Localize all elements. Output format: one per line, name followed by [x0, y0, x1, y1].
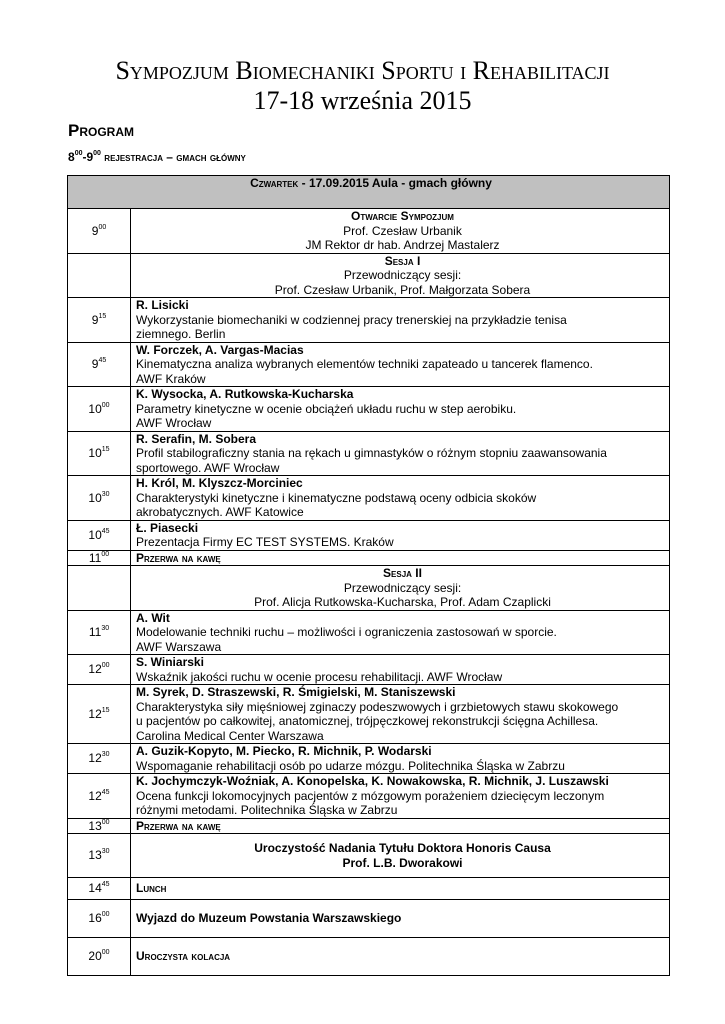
- talk-line: Prezentacja Firmy EC TEST SYSTEMS. Kraków: [136, 535, 394, 549]
- time-cell: [68, 550, 131, 566]
- session-chairs: Prof. Alicja Rutkowska-Kucharska, Prof. Adam Czaplicki: [254, 595, 551, 609]
- talk-line: Kinematyczna analiza wybranych elementów techniki zapateado u tancerek flamenco.: [136, 357, 593, 371]
- talk-line: AWF Kraków: [136, 371, 206, 386]
- talk-cell: [131, 520, 670, 550]
- time-hour: 13: [88, 848, 102, 863]
- opening-line: Prof. Czesław Urbanik: [343, 223, 462, 238]
- talk-line: u pacjentów po całkowitej, anatomicznej, trójpęczkowej rekonstrukcji ścięgna Achillesa.: [136, 714, 599, 728]
- time-cell: [68, 520, 131, 550]
- ceremony-honoree: Prof. L.B. Dworakowi: [342, 855, 463, 870]
- talk-line: Wskaźnik jakości ruchu w ocenie procesu rehabilitacji. AWF Wrocław: [136, 669, 503, 684]
- program-table: [67, 175, 670, 976]
- time-hour: 16: [88, 911, 102, 926]
- time-cell: [68, 253, 131, 298]
- day-header: [68, 176, 670, 209]
- talk-line: Charakterystyki kinetyczne i kinematyczne podstawą oceny odbicia skoków: [136, 490, 537, 505]
- opening-title: Otwarcie Sympozjum: [351, 209, 454, 223]
- ceremony-cell: [131, 834, 670, 878]
- time-minutes: 00: [101, 911, 110, 919]
- talk-row: [68, 744, 670, 774]
- time-minutes: 15: [98, 312, 107, 320]
- time-cell: [68, 610, 131, 655]
- time-cell: [68, 209, 131, 254]
- time-cell: [68, 476, 131, 521]
- talk-authors: A. Guzik-Kopyto, M. Piecko, R. Michnik, P. Wodarski: [136, 744, 432, 758]
- talk-row: [68, 387, 670, 432]
- talk-authors: R. Lisicki: [136, 298, 189, 312]
- registration-start-minutes: 00: [74, 150, 83, 157]
- time-minutes: 30: [101, 751, 110, 759]
- time-cell: [68, 774, 131, 819]
- talk-row: [68, 431, 670, 476]
- time-cell: [68, 878, 131, 900]
- time-hour: 10: [88, 446, 102, 460]
- talk-authors: K. Jochymczyk-Woźniak, A. Konopelska, K. Nowakowska, R. Michnik, J. Luszawski: [136, 774, 609, 788]
- talk-authors: H. Król, M. Klyszcz-Morciniec: [136, 476, 303, 490]
- time-hour: 9: [91, 357, 99, 371]
- program-heading: Program: [68, 121, 135, 140]
- time-minutes: 00: [101, 818, 110, 826]
- talk-row: [68, 610, 670, 655]
- time-hour: 12: [88, 751, 102, 766]
- day-header-row: [68, 176, 670, 209]
- talk-row: [68, 774, 670, 819]
- time-minutes: 00: [101, 949, 110, 957]
- time-cell: [68, 566, 131, 611]
- dinner-text: Uroczysta kolacja: [131, 938, 670, 976]
- lunch-text: Lunch: [131, 878, 670, 900]
- talk-authors: A. Wit: [136, 610, 170, 625]
- talk-line: AWF Wrocław: [136, 416, 212, 430]
- talk-line: Wspomaganie rehabilitacji osób po udarze mózgu. Politechnika Śląska w Zabrzu: [136, 758, 565, 773]
- lunch-row: [68, 878, 670, 900]
- ceremony-title: Uroczystość Nadania Tytułu Doktora Honoris Causa: [254, 841, 551, 855]
- break-row: [68, 550, 670, 566]
- time-cell: [68, 744, 131, 774]
- talk-cell: [131, 744, 670, 774]
- session-chairs-label: Przewodniczący sesji:: [343, 268, 462, 282]
- talk-line: Charakterystyka siły mięśniowej zginaczy podeszwowych i grzbietowych stawu skokowego: [136, 699, 619, 714]
- talk-line: różnymi metodami. Politechnika Śląska w Zabrzu: [136, 803, 398, 817]
- time-cell: [68, 342, 131, 387]
- trip-text: Wyjazd do Muzeum Powstania Warszawskiego: [131, 900, 670, 938]
- session-row: [68, 566, 670, 611]
- break-text: Przerwa na kawę: [131, 818, 670, 834]
- time-hour: 11: [88, 625, 102, 639]
- time-hour: 10: [88, 527, 102, 542]
- talk-line: Profil stabilograficzny stania na rękach u gimnastyków o różnym stopniu zaawansowania: [136, 446, 607, 460]
- time-cell: [68, 685, 131, 744]
- talk-cell: [131, 685, 670, 744]
- talk-line: Ocena funkcji lokomocyjnych pacjentów z mózgowym porażeniem dziecięcym leczonym: [136, 788, 605, 803]
- time-minutes: 15: [101, 446, 110, 453]
- registration-start: 8: [68, 150, 75, 164]
- time-cell: [68, 431, 131, 476]
- talk-authors: K. Wysocka, A. Rutkowska-Kucharska: [136, 387, 354, 401]
- time-minutes: 45: [101, 881, 110, 889]
- time-hour: 12: [88, 662, 102, 677]
- opening-row: [68, 209, 670, 254]
- time-hour: 14: [88, 881, 102, 896]
- time-cell: [68, 298, 131, 343]
- time-minutes: 15: [101, 706, 110, 714]
- talk-authors: Ł. Piasecki: [136, 520, 199, 535]
- time-cell: [68, 655, 131, 685]
- time-hour: 10: [88, 490, 102, 505]
- registration-line: [68, 150, 246, 164]
- talk-row: [68, 342, 670, 387]
- trip-row: [68, 900, 670, 938]
- talk-cell: [131, 655, 670, 685]
- talk-line: Wykorzystanie biomechaniki w codziennej pracy trenerskiej na przykładzie tenisa: [136, 312, 567, 327]
- day-name: Czwartek: [250, 176, 299, 190]
- talk-authors: M. Syrek, D. Straszewski, R. Śmigielski, M. Staniszewski: [136, 685, 456, 699]
- time-minutes: 00: [101, 401, 110, 409]
- talk-row: [68, 685, 670, 744]
- talk-line: Modelowanie techniki ruchu – możliwości i ograniczenia zastosowań w sporcie.: [136, 625, 557, 639]
- session-chairs: Prof. Czesław Urbanik, Prof. Małgorzata Sobera: [274, 282, 531, 297]
- time-hour: 10: [88, 401, 102, 416]
- opening-cell: [131, 209, 670, 254]
- break-row: [68, 818, 670, 834]
- session-row: [68, 253, 670, 298]
- talk-line: ziemnego. Berlin: [136, 327, 226, 341]
- talk-cell: [131, 298, 670, 343]
- talk-cell: [131, 610, 670, 655]
- talk-line: AWF Warszawa: [136, 639, 222, 654]
- time-minutes: 30: [101, 848, 110, 856]
- talk-cell: [131, 342, 670, 387]
- talk-line: Parametry kinetyczne w ocenie obciążeń układu ruchu w step aerobiku.: [136, 401, 517, 416]
- talk-line: sportowego. AWF Wrocław: [136, 460, 280, 475]
- ceremony-row: [68, 834, 670, 878]
- talk-row: [68, 476, 670, 521]
- time-minutes: 30: [101, 490, 110, 498]
- symposium-dates: 17-18 września 2015: [253, 86, 472, 115]
- session-cell: [131, 566, 670, 611]
- time-hour: 9: [91, 312, 99, 327]
- session-1-talks: [68, 298, 670, 551]
- talk-cell: [131, 387, 670, 432]
- session-title: Sesja II: [383, 566, 422, 580]
- time-hour: 13: [88, 818, 102, 833]
- time-cell: [68, 834, 131, 878]
- symposium-title: Sympozjum Biomechaniki Sportu i Rehabilitacji: [115, 56, 610, 85]
- time-hour: 11: [88, 550, 102, 565]
- registration-end-minutes: 00: [93, 150, 101, 157]
- time-hour: 9: [91, 223, 99, 238]
- talk-authors: S. Winiarski: [136, 655, 204, 669]
- talk-cell: [131, 774, 670, 819]
- talk-row: [68, 655, 670, 685]
- session-cell: [131, 253, 670, 298]
- day-details: - 17.09.2015 Aula - gmach główny: [298, 176, 492, 190]
- talk-cell: [131, 476, 670, 521]
- talk-row: [68, 298, 670, 343]
- session-chairs-label: Przewodniczący sesji:: [343, 580, 462, 595]
- talk-authors: R. Serafin, M. Sobera: [136, 431, 257, 446]
- time-hour: 20: [88, 949, 102, 964]
- time-minutes: 00: [98, 223, 107, 231]
- time-cell: [68, 387, 131, 432]
- registration-text: rejestracja – gmach główny: [100, 150, 246, 164]
- time-hour: 12: [88, 788, 102, 803]
- time-cell: [68, 900, 131, 938]
- session-title: Sesja I: [384, 253, 421, 268]
- time-hour: 12: [88, 706, 102, 721]
- time-minutes: 45: [98, 357, 107, 364]
- session-2-talks: [68, 610, 670, 818]
- registration-end: -9: [82, 150, 94, 164]
- talk-line: Carolina Medical Center Warszawa: [136, 728, 324, 743]
- time-cell: [68, 938, 131, 976]
- dinner-row: [68, 938, 670, 976]
- time-cell: [68, 818, 131, 834]
- time-minutes: 45: [101, 527, 110, 535]
- time-minutes: 00: [101, 662, 110, 670]
- time-minutes: 45: [101, 788, 110, 796]
- talk-row: [68, 520, 670, 550]
- talk-authors: W. Forczek, A. Vargas-Macias: [136, 342, 304, 357]
- talk-cell: [131, 431, 670, 476]
- break-text: Przerwa na kawę: [131, 550, 670, 566]
- time-minutes: 00: [101, 550, 110, 558]
- time-minutes: 30: [101, 625, 110, 632]
- talk-line: akrobatycznych. AWF Katowice: [136, 505, 304, 519]
- opening-line: JM Rektor dr hab. Andrzej Mastalerz: [305, 238, 500, 252]
